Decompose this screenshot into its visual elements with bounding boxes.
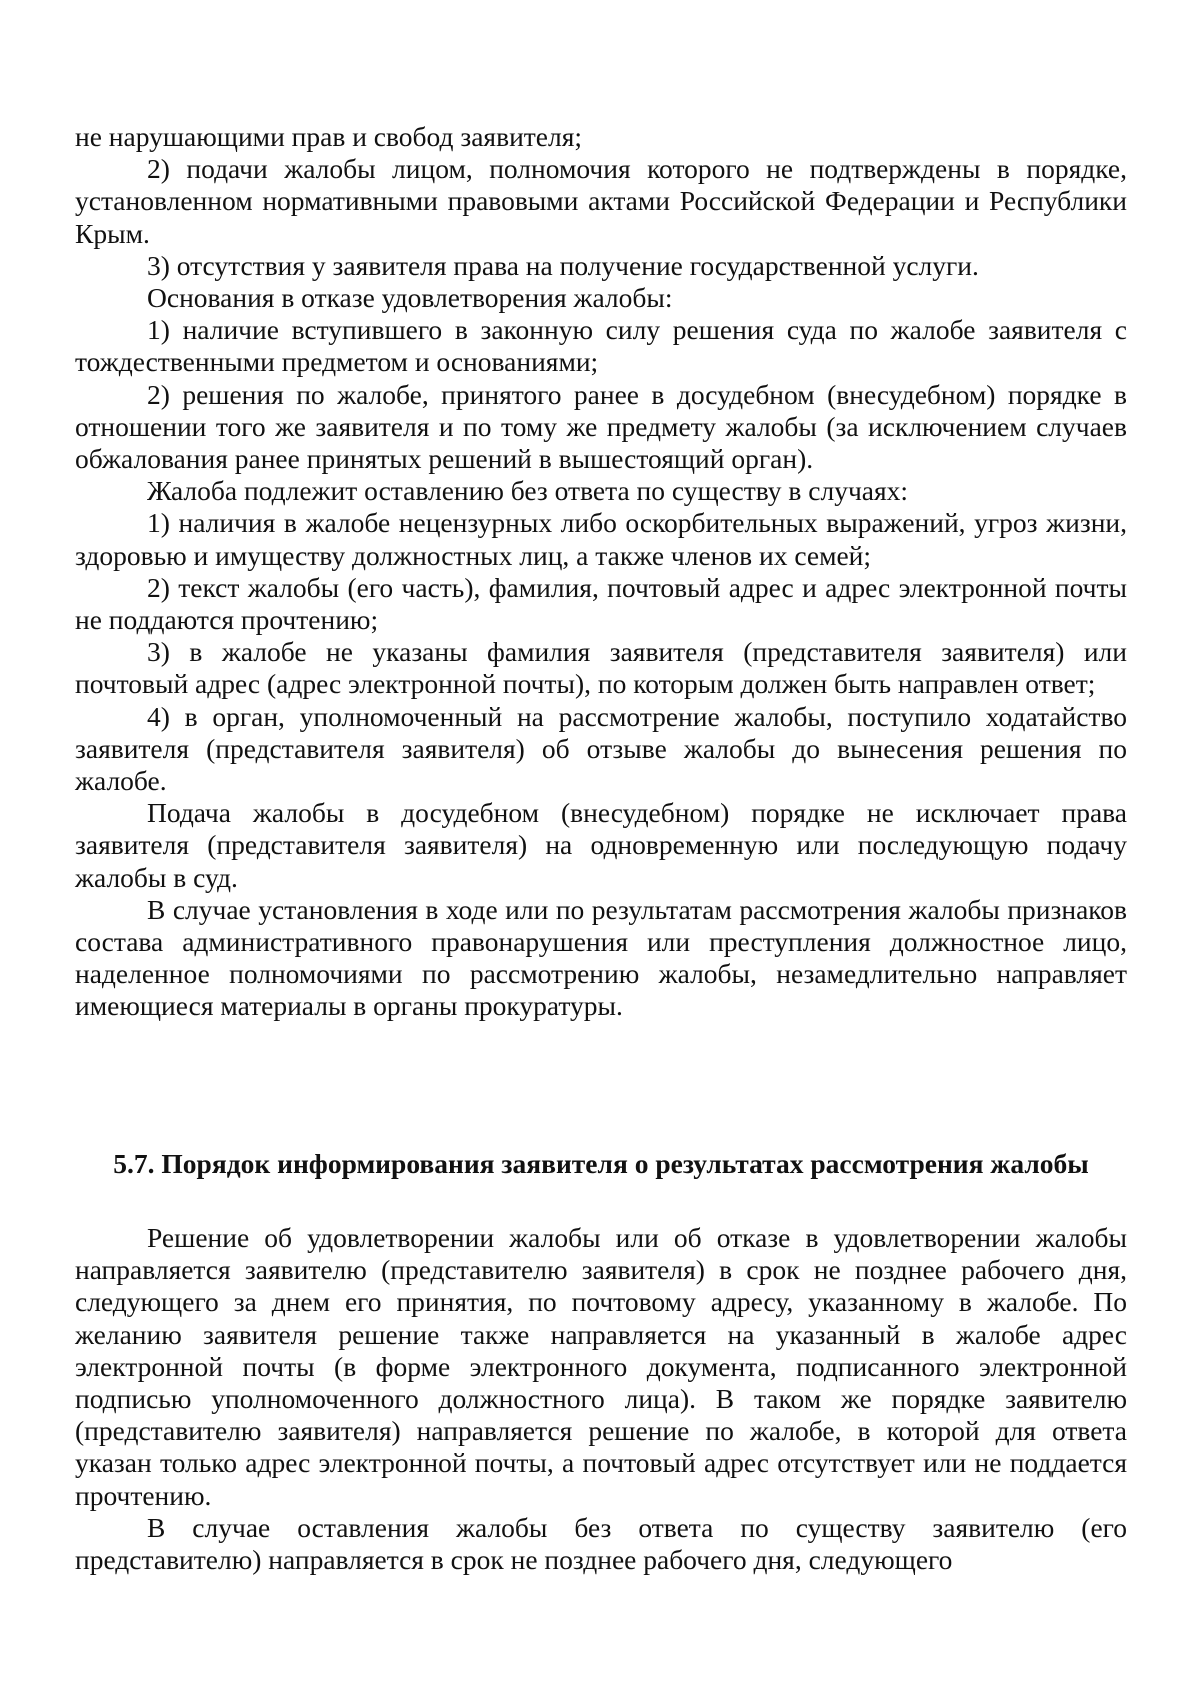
paragraph-item-2: 2) подачи жалобы лицом, полномочия которого не подтверждены в порядке, установленном нормативными правовыми актами Российской Федерации и Республики Крым. [75,153,1127,249]
paragraph-no-answer-2: 2) текст жалобы (его часть), фамилия, почтовый адрес и адрес электронной почты не поддаются прочтению; [75,571,1127,636]
paragraph-court-appeal: Подача жалобы в досудебном (внесудебном) порядке не исключает права заявителя (представителя заявителя) на одновременную или последующую подачу жалобы в суд. [75,797,1127,893]
paragraph-no-answer-1: 1) наличия в жалобе нецензурных либо оскорбительных выражений, угроз жизни, здоровью и имуществу должностных лиц, а также членов их семей; [75,507,1127,571]
paragraph-no-answer-4: 4) в орган, уполномоченный на рассмотрение жалобы, поступило ходатайство заявителя (представителя заявителя) об отзыве жалобы до вынесения решения по жалобе. [75,700,1127,797]
paragraph-refusal-grounds-heading: Основания в отказе удовлетворения жалобы: [147,282,673,314]
paragraph-prosecutor-referral: В случае установления в ходе или по результатам рассмотрения жалобы признаков состава административного правонарушения или преступления должностное лицо, наделенное полномочиями по рассмотрению жалобы, незамедлительно направляет имеющиеся материалы в органы прокуратуры. [75,893,1127,1022]
paragraph-refusal-ground-2: 2) решения по жалобе, принятого ранее в досудебном (внесудебном) порядке в отношении того же заявителя и по тому же предмету жалобы (за исключением случаев обжалования ранее принятых решений в вышестоящий орган). [75,378,1127,475]
paragraph-no-answer-heading: Жалоба подлежит оставлению без ответа по существу в случаях: [147,475,909,507]
paragraph-refusal-ground-1: 1) наличие вступившего в законную силу решения суда по жалобе заявителя с тождественными предметом и основаниями; [75,314,1127,378]
body-text-bottom [75,1222,1127,1576]
paragraph-no-answer-notification: В случае оставления жалобы без ответа по существу заявителю (его представителю) направляется в срок не позднее рабочего дня, следующего [75,1511,1127,1576]
paragraph-decision-notification: Решение об удовлетворении жалобы или об отказе в удовлетворении жалобы направляется заявителю (представителю заявителя) в срок не позднее рабочего дня, следующего за днем его принятия, по почтовому адресу, указанному в жалобе. По желанию заявителя решение также направляется на указанный в жалобе адрес электронной почты (в форме электронного документа, подписанного электронной подписью уполномоченного должностного лица). В таком же порядке заявителю (представителю заявителя) направляется решение по жалобе, в которой для ответа указан только адрес электронной почты, а почтовый адрес отсутствует или не поддается прочтению. [75,1222,1127,1511]
paragraph-continuation: не нарушающими прав и свобод заявителя; [75,121,583,152]
section-heading: 5.7. Порядок информирования заявителя о результатах рассмотрения жалобы [113,1148,1089,1179]
paragraph-no-answer-3: 3) в жалобе не указаны фамилия заявителя (представителя заявителя) или почтовый адрес (адрес электронной почты), по которым должен быть направлен ответ; [75,636,1127,700]
paragraph-item-3: 3) отсутствия у заявителя права на получение государственной услуги. [147,249,979,281]
body-text-top [75,121,1127,1023]
